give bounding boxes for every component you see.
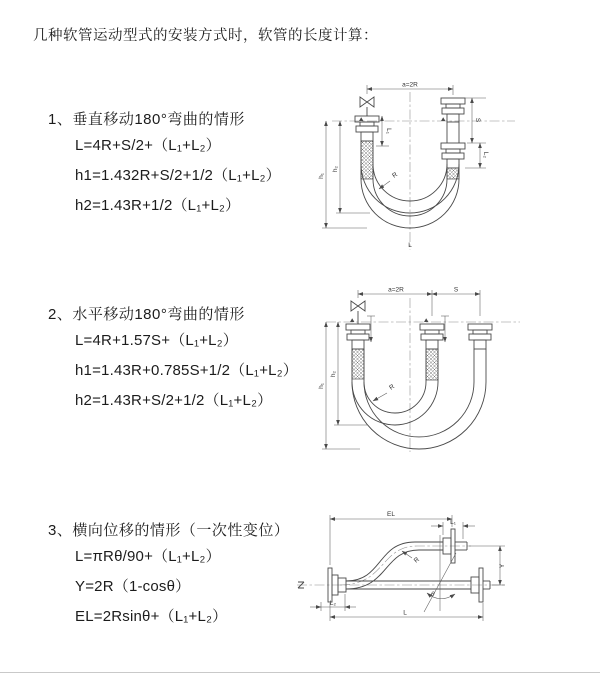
dim-el <box>330 511 452 565</box>
radius-callout <box>379 171 399 189</box>
dim-label-s: S <box>453 286 459 294</box>
dim-label-a2r: a=2R <box>388 286 404 294</box>
flange-right-lower <box>441 143 465 168</box>
section-2-heading: 2、水平移动180°弯曲的情形 <box>48 306 245 323</box>
dim-l2 <box>465 143 489 168</box>
dim-label-y: Y <box>499 563 506 569</box>
dim-label-l2: L₂ <box>329 600 337 607</box>
flange-right-upper <box>441 98 465 143</box>
dim-a2r <box>358 287 480 317</box>
dim-label-h2: h₂ <box>332 165 339 173</box>
dim-l2 <box>310 594 356 611</box>
dim-label-l1: L₁ <box>450 519 456 526</box>
valve-icon <box>360 97 374 116</box>
centerlines <box>297 546 507 585</box>
dim-label-h1: h₁ <box>318 173 325 179</box>
dim-label-l1: L₁ <box>385 128 392 134</box>
radius-label: R <box>391 171 399 180</box>
dim-label-h2: h₂ <box>330 370 337 378</box>
section-1 <box>48 108 281 215</box>
section-1-heading: 1、垂直移动180°弯曲的情形 <box>48 111 245 128</box>
dim-label-h1: h₁ <box>318 383 325 389</box>
dim-label-el: EL <box>387 511 395 518</box>
section-3-heading: 3、横向位移的情形（一次性变位） <box>48 522 290 539</box>
formula-L-2: L=4R+1.57S+（L₁+L₂） <box>75 332 238 349</box>
radius-callout <box>373 383 396 401</box>
flange-left <box>355 116 379 141</box>
formula-L-1: L=4R+S/2+（L₁+L₂） <box>75 137 221 154</box>
dim-label-l2: L₂ <box>482 151 489 159</box>
formula-h1-1: h1=1.432R+S/2+1/2（L₁+L₂） <box>75 167 281 184</box>
diagram-lateral-displacement <box>295 505 595 650</box>
dim-s <box>460 98 486 143</box>
dim-s <box>432 287 480 295</box>
page-bottom-rule <box>0 672 600 673</box>
dim-l <box>330 603 483 621</box>
dim-h1 <box>318 121 367 228</box>
flange-middle <box>420 318 444 349</box>
radius-label: R <box>412 556 421 565</box>
section-2 <box>48 303 298 410</box>
formula-h2-2: h2=1.43R+S/2+1/2（L₁+L₂） <box>75 392 273 409</box>
flange-right <box>468 324 492 349</box>
radius-label: R <box>388 383 396 392</box>
hose-u-shape <box>352 349 486 449</box>
formula-Y-3: Y=2R（1-cosθ） <box>75 578 191 595</box>
dim-y <box>469 546 506 585</box>
page-title: 几种软管运动型式的安装方式时，软管的长度计算： <box>33 28 378 44</box>
length-label: L <box>408 242 412 249</box>
dim-h1 <box>318 322 360 449</box>
dim-label-a2r: a=2R <box>402 81 418 89</box>
radius-callout <box>402 551 421 565</box>
diagram-vertical-180-bend <box>310 76 560 256</box>
section-3 <box>48 519 289 626</box>
diagram-horizontal-180-bend <box>312 282 562 457</box>
angle-label-theta: θ <box>431 591 435 598</box>
hose-s-curve <box>346 542 443 589</box>
formula-h1-2: h1=1.43R+0.785S+1/2（L₁+L₂） <box>75 362 298 379</box>
dim-label-s: S <box>474 117 481 123</box>
formula-L-3: L=πRθ/90+（L₁+L₂） <box>75 548 221 565</box>
dim-label-l: L <box>403 609 407 617</box>
formula-EL-3: EL=2Rsinθ+（L₁+L₂） <box>75 608 228 625</box>
small-position-dims <box>367 316 449 342</box>
formula-h2-1: h2=1.43R+1/2（L₁+L₂） <box>75 197 241 214</box>
